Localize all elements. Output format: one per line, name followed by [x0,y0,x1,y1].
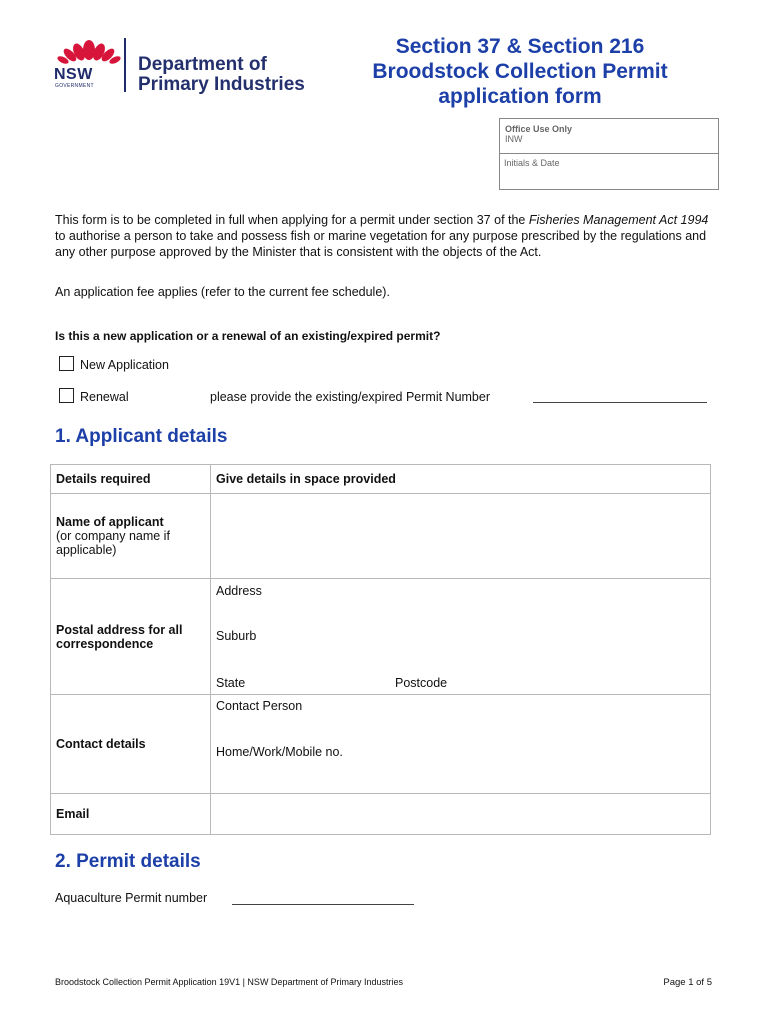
intro-act-name: Fisheries Management Act 1994 [528,213,709,227]
department-name-line1: Department of [138,54,267,75]
table-row [51,794,711,835]
form-title-line2: Broodstock Collection Permit [372,60,668,83]
footer-document-info: Broodstock Collection Permit Application 19V1 | NSW Department of Primary Industries [55,977,403,987]
table-row [51,494,711,579]
intro-text-b: to authorise a person to take and possess fish or marine vegetation for any purpose prescribed by the regulations and any other purpose approved by the Minister that is consistent with the objects of the Act. [55,229,707,259]
table-header-row [51,465,711,494]
email-label: Email [56,807,90,821]
logo-nsw-text: NSW [54,66,93,83]
aquaculture-permit-label: Aquaculture Permit number [55,891,208,905]
form-title [340,34,700,109]
state-field[interactable]: State [216,676,246,690]
aquaculture-permit-field[interactable] [232,904,414,905]
section1-heading: 1. Applicant details [55,426,228,447]
table-row [51,695,711,794]
contact-details-label: Contact details [56,737,146,751]
renewal-permit-number-field[interactable] [533,402,707,403]
application-type-question: Is this a new application or a renewal of an existing/expired permit? [55,329,441,343]
form-title-line3: application form [438,85,602,108]
name-of-applicant-label: Name of applicant [56,515,164,529]
new-application-label: New Application [80,358,169,372]
col-details-required: Details required [56,472,151,486]
postcode-field[interactable]: Postcode [395,676,448,690]
intro-paragraph [55,212,720,260]
waratah-logo-icon [54,36,124,66]
name-of-applicant-field[interactable] [211,494,711,579]
postal-address-label: Postal address for all correspondence [56,622,183,651]
form-title-line1: Section 37 & Section 216 [395,35,645,58]
department-name-line2: Primary Industries [138,74,305,95]
fee-note: An application fee applies (refer to the current fee schedule). [55,285,390,299]
section2-heading: 2. Permit details [55,851,201,872]
office-use-box [499,118,719,190]
logo-divider [124,38,126,92]
phone-field[interactable]: Home/Work/Mobile no. [216,745,343,759]
email-field[interactable] [211,794,711,835]
footer-page-number: Page 1 of 5 [663,977,712,988]
office-use-initials-date: Initials & Date [504,158,560,168]
office-use-heading: Office Use Only [505,124,573,134]
renewal-permit-number-label: please provide the existing/expired Permit Number [210,390,490,404]
applicant-details-table [50,464,711,835]
intro-text-a: This form is to be completed in full when applying for a permit under section 37 of the [55,213,529,227]
name-of-applicant-sublabel: (or company name if applicable) [56,529,170,557]
contact-person-field[interactable]: Contact Person [216,699,303,713]
renewal-checkbox[interactable] [59,388,74,403]
new-application-checkbox[interactable] [59,356,74,371]
col-give-details: Give details in space provided [216,472,396,486]
office-use-code: INW [505,134,523,144]
address-field[interactable]: Address [216,584,262,598]
logo-government-text: GOVERNMENT [55,83,94,89]
renewal-label: Renewal [80,390,129,404]
table-row [51,579,711,695]
suburb-field[interactable]: Suburb [216,629,257,643]
